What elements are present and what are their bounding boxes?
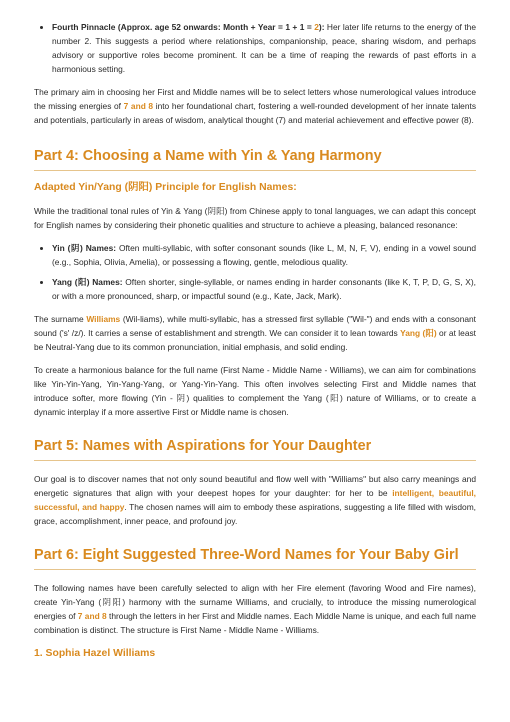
yin-text: Often multi-syllabic, with softer consonant sounds (like L, M, N, F, V), ending in a vowel sound (e.g., Sophia, Olivia, Amelia), or possessing a flowing, gentle, melodious quality.: [52, 243, 476, 267]
part5-paragraph: [34, 472, 476, 528]
balance-paragraph: To create a harmonious balance for the full name (First Name - Middle Name - Williams), we can aim for combinations like Yin-Yin-Yang, Yin-Yang-Yang, or Yang-Yin-Yang. This often involves selecting First and Middle names that introduce softer, more flowing (Yin - 阴) qualities to complement the Yang (阳) nature of Williams, or to create a dynamic interplay if a more assertive First or Middle name is chosen.: [34, 365, 476, 417]
pinnacle-label-b: ):: [318, 22, 325, 32]
part6-text-b: through the letters in her First and Middle names. Each Middle Name is unique, and each full name combination is distinct. The structure is First Name - Middle Name - Williams.: [34, 611, 477, 635]
yang-label: Yang (阳) Names:: [52, 277, 123, 287]
surname-text-b: (Wil-liams), while multi-syllabic, has a stressed first syllable ("Wil-") and ends with a consonant sound ('s' /z/). It carries a sense of establishment and strength. We can consider it to lean towards: [34, 314, 476, 338]
primary-aim-text-a: The primary aim in choosing her First and Middle names will be to select letters whose numerological values introduce the missing energies of: [34, 87, 476, 111]
part5-highlight: intelligent, beautiful, successful, and happy: [34, 488, 476, 512]
surname-highlight: Williams: [86, 314, 121, 324]
primary-aim-text-b: into her foundational chart, fostering a well-rounded development of her innate talents and potentials, particularly in areas of wisdom, analytical thought (7) and material achievement and effective power (8).: [34, 101, 477, 125]
part5-heading: Part 5: Names with Aspirations for Your Daughter: [34, 437, 476, 461]
surname-text-c: or at least be Neutral-Yang due to its common pronunciation, initial emphasis, and solid ending.: [34, 328, 476, 352]
part6-heading: Part 6: Eight Suggested Three-Word Names for Your Baby Girl: [34, 546, 476, 570]
primary-aim-paragraph: [34, 85, 476, 127]
yang-text: Often shorter, single-syllable, or names ending in harder consonants (like K, T, P, D, G, S, X), or with a more pronounced, sharp, or impactful sound (e.g., Kate, Jack, Mark).: [52, 277, 476, 301]
yin-item: [52, 241, 476, 269]
yin-yang-list: [34, 241, 476, 303]
part4-subheading: Adapted Yin/Yang (阴阳) Principle for English Names:: [34, 182, 297, 193]
pinnacle-list: [34, 20, 476, 76]
part5-text-b: . The chosen names will aim to embody these aspirations, suggesting a life filled with wisdom, grace, accomplishment, inner peace, and profound joy.: [34, 502, 476, 526]
pinnacle-label-number: 2: [314, 22, 319, 32]
part6-highlight: 7 and 8: [77, 611, 107, 621]
name-suggestion-1: 1. Sophia Hazel Williams: [34, 648, 156, 659]
surname-text-a: The surname: [34, 314, 87, 324]
surname-paragraph: [34, 312, 476, 354]
surname-yang-highlight: Yang (阳): [400, 328, 437, 338]
part4-intro: While the traditional tonal rules of Yin & Yang (阴阳) from Chinese apply to tonal languages, we can adapt this concept for English names by considering their phonetic qualities and structure to achieve a pleasing, balanced resonance:: [34, 206, 476, 230]
primary-aim-highlight: 7 and 8: [123, 101, 154, 111]
part4-heading: Part 4: Choosing a Name with Yin & Yang Harmony: [34, 147, 476, 171]
pinnacle-label-a: Fourth Pinnacle (Approx. age 52 onwards: Month + Year = 1 + 1 =: [52, 22, 315, 32]
part5-text-a: Our goal is to discover names that not only sound beautiful and flow well with "Williams" but also carry meanings and energetic signatures that align with your deepest hopes for your daughter: for her to be: [34, 474, 476, 498]
pinnacle-text: Her later life returns to the energy of the number 2. This suggests a period where relationships, companionship, peace, sharing wisdom, and perhaps advisory or supportive roles become prominent. It can be a time of reaping the rewards of past efforts in a harmonious setting.: [52, 22, 476, 74]
pinnacle-item: [52, 20, 476, 76]
yin-label: Yin (阴) Names:: [52, 243, 117, 253]
yang-item: [52, 275, 476, 303]
part6-paragraph: [34, 581, 476, 637]
part6-text-a: The following names have been carefully selected to align with her Fire element (favoring Wood and Fire names), create Yin-Yang (阴阳) harmony with the surname Williams, and crucially, to introduce the missing numerological energies of: [34, 583, 476, 621]
